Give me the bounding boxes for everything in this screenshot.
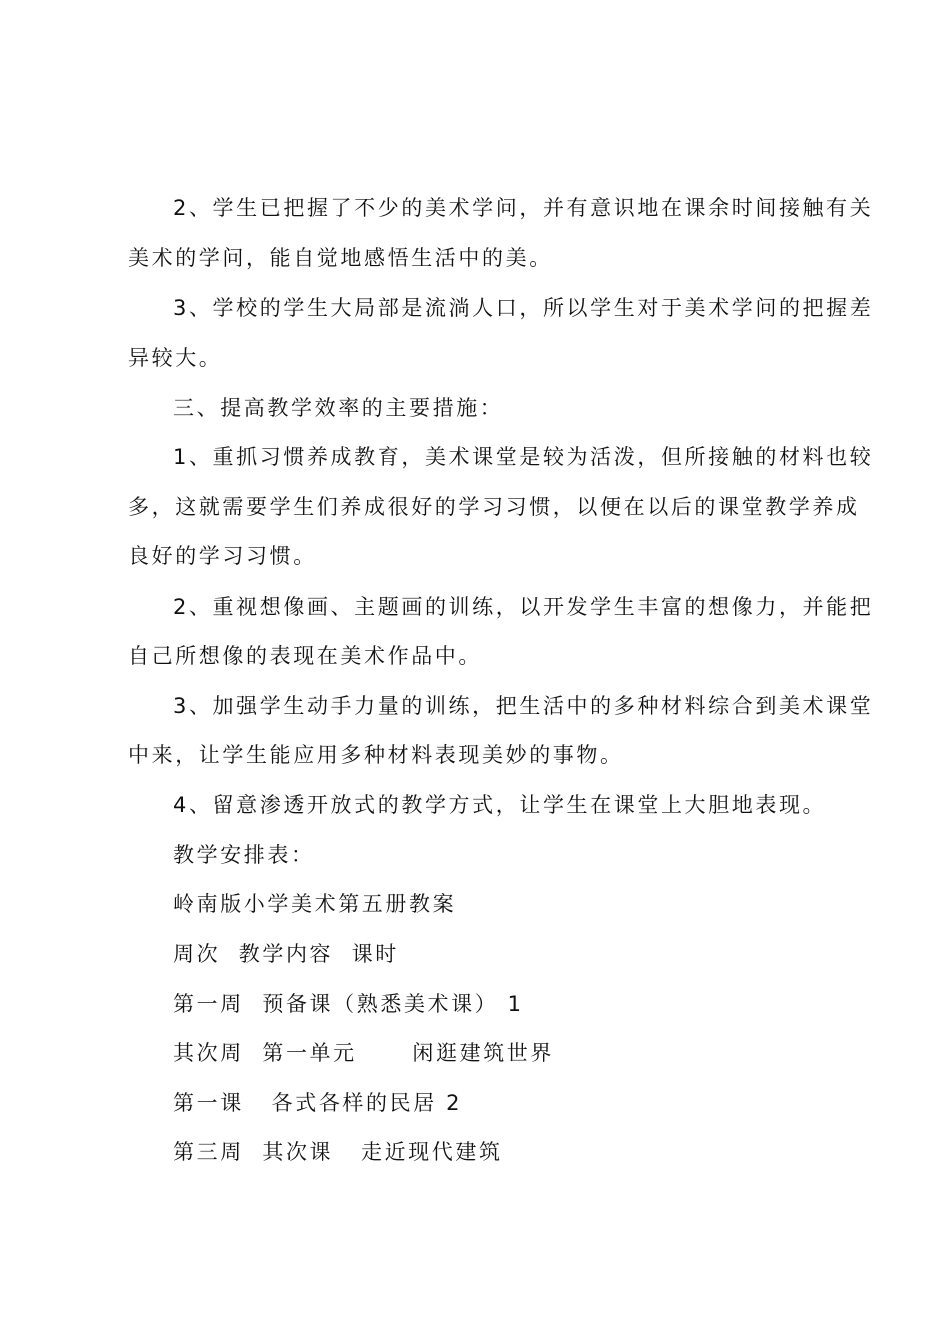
schedule-row: 第三周 其次课 走近现代建筑 — [173, 1140, 503, 1164]
paragraph-line: 异较大。 — [128, 346, 223, 370]
textbook-title: 岭南版小学美术第五册教案 — [173, 892, 457, 916]
schedule-title: 教学安排表： — [173, 843, 315, 867]
paragraph-line: 2、重视想像画、主题画的训练，以开发学生丰富的想像力，并能把 — [173, 595, 874, 619]
schedule-row: 第一课 各式各样的民居 2 — [173, 1091, 463, 1115]
paragraph-line: 自己所想像的表现在美术作品中。 — [128, 644, 482, 668]
paragraph-line: 4、留意渗透开放式的教学方式，让学生在课堂上大胆地表现。 — [173, 793, 827, 817]
paragraph-line: 3、加强学生动手力量的训练，把生活中的多种材料综合到美术课堂 — [173, 694, 874, 718]
paragraph-line: 美术的学问，能自觉地感悟生活中的美。 — [128, 246, 553, 270]
paragraph-line: 良好的学习习惯。 — [128, 544, 317, 568]
paragraph-line: 中来，让学生能应用多种材料表现美妙的事物。 — [128, 743, 624, 767]
paragraph-line: 2、学生已把握了不少的美术学问，并有意识地在课余时间接触有关 — [173, 196, 874, 220]
schedule-row: 第一周 预备课（熟悉美术课） 1 — [173, 992, 524, 1016]
paragraph-line: 3、学校的学生大局部是流淌人口，所以学生对于美术学问的把握差 — [173, 296, 874, 320]
paragraph-line: 多，这就需要学生们养成很好的学习习惯，以便在以后的课堂教学养成 — [128, 495, 860, 519]
schedule-header: 周次 教学内容 课时 — [173, 942, 399, 966]
section-heading: 三、提高教学效率的主要措施： — [173, 396, 504, 420]
paragraph-line: 1、重抓习惯养成教育，美术课堂是较为活泼，但所接触的材料也较 — [173, 445, 874, 469]
schedule-row: 其次周 第一单元 闲逛建筑世界 — [173, 1041, 555, 1065]
